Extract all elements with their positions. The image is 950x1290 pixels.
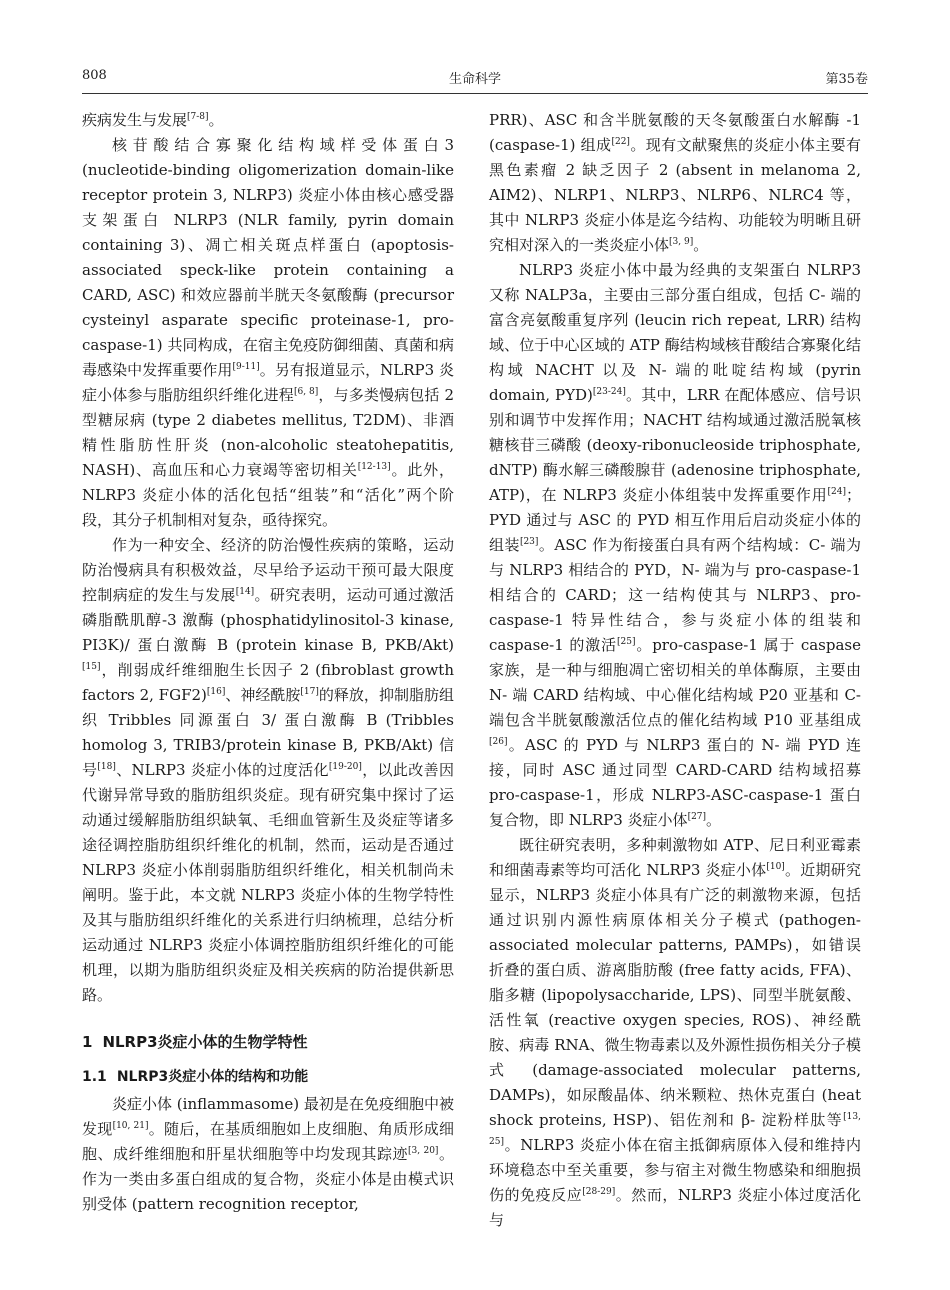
citation: [23-24]: [592, 387, 626, 397]
citation: [9-11]: [232, 362, 260, 372]
paragraph: [82, 533, 454, 1008]
text-run: 核苷酸结合寡聚化结构域样受体蛋白3 (nucleotide-binding oligomerization domain-like receptor protein 3, NLRP3) 炎症小体由核心感受器支架蛋白 NLRP3 (NLR family, pyrin domain containing 3)、凋亡相关斑点样蛋白 (apoptosis-associated speck-like protein containing a CARD, ASC) 和效应器前半胱天冬氨酸酶 (precursor cysteinyl asparate specific proteinase-1, pro-caspase-1) 共同构成，在宿主免疫防御细菌、真菌和病毒感染中发挥重要作用: [82, 136, 454, 379]
paragraph: [489, 258, 861, 833]
citation: [19-20]: [328, 762, 362, 772]
paragraph: [489, 108, 861, 258]
text-run: 。: [706, 811, 722, 829]
text-run: ；PYD 通过与 ASC 的 PYD 相互作用后启动炎症小体的组装: [489, 486, 861, 554]
text-run: 。然而，NLRP3 炎症小体过度活化与: [489, 1186, 861, 1229]
text-run: 。作为一类由多蛋白组成的复合物，炎症小体是由模式识别受体 (pattern recognition receptor,: [82, 1145, 454, 1213]
journal-name: 生命科学: [448, 72, 501, 87]
citation: [15]: [82, 662, 101, 672]
text-run: 疾病发生与发展: [82, 111, 188, 129]
page-number: 808: [82, 68, 107, 83]
citation: [16]: [206, 687, 226, 697]
text-run: 。现有文献聚焦的炎症小体主要有黑色素瘤 2 缺乏因子 2 (absent in melanoma 2, AIM2)、NLRP1、NLRP3、NLRP6、NLRC4 等，其中 NLRP3 炎症小体是迄今结构、功能较为明晰且研究相对深入的一类炎症小体: [489, 136, 861, 254]
text-run: 。此外，NLRP3 炎症小体的活化包括“组装”和“活化”两个阶段，其分子机制相对复杂，亟待探究。: [82, 461, 454, 529]
section-number: 1: [82, 1033, 93, 1051]
text-run: 。ASC 作为衔接蛋白具有两个结构域：C- 端为与 NLRP3 相结合的 PYD，N- 端为与 pro-caspase-1 相结合的 CARD；这一结构使其与 NLRP3、pro-caspase-1 特异性结合，参与炎症小体的组装和 caspase-1 的激活: [489, 536, 861, 654]
text-run: PRR)、ASC 和含半胱氨酸的天冬氨酸蛋白水解酶 -1 (caspase-1) 组成: [489, 111, 861, 154]
text-run: 的释放，抑制脂肪组织 Tribbles 同源蛋白 3/ 蛋白激酶 B (Tribbles homolog 3, TRIB3/protein kinase B, PKB/Akt) 信号: [82, 686, 454, 779]
text-run: 。ASC 的 PYD 与 NLRP3 蛋白的 N- 端 PYD 连接，同时 ASC 通过同型 CARD-CARD 结构域招募 pro-caspase-1，形成 NLRP3-ASC-caspase-1 蛋白复合物，即 NLRP3 炎症小体: [489, 736, 861, 829]
citation: [13, 25]: [489, 1112, 861, 1147]
text-run: 。NLRP3 炎症小体在宿主抵御病原体入侵和维持内环境稳态中至关重要，参与宿主对微生物感染和细胞损伤的免疫反应: [489, 1136, 861, 1204]
citation: [7-8]: [187, 112, 209, 122]
text-run: 。: [208, 111, 224, 129]
citation: [10, 21]: [112, 1121, 149, 1131]
text-run: ，与多类慢病包括 2 型糖尿病 (type 2 diabetes mellitus, T2DM)、非酒精性脂肪性肝炎 (non-alcoholic steatohepatitis, NASH)、高血压和心力衰竭等密切相关: [82, 386, 454, 479]
citation: [6, 8]: [293, 387, 319, 397]
running-header: [82, 68, 868, 94]
text-run: 。: [693, 236, 709, 254]
text-run: NLRP3 炎症小体中最为经典的支架蛋白 NLRP3 又称 NALP3a，主要由三部分蛋白组成，包括 C- 端的富含亮氨酸重复序列 (leucin rich repeat, LRR) 结构域、位于中心区域的 ATP 酶结构域核苷酸结合寡聚化结构域 NACHT 以及 N- 端的吡啶结构域 (pyrin domain, PYD): [489, 261, 861, 404]
citation: [23]: [519, 537, 539, 547]
subsection-heading: [82, 1065, 454, 1090]
section-heading: [82, 1030, 454, 1055]
text-run: 。随后，在基质细胞如上皮细胞、角质形成细胞、成纤维细胞和肝星状细胞等中均发现其踪迹: [82, 1120, 454, 1163]
right-column: [489, 108, 861, 1233]
text-run: 既往研究表明，多种刺激物如 ATP、尼日利亚霉素和细菌毒素等均可活化 NLRP3 炎症小体: [489, 836, 861, 879]
text-run: ，削弱成纤维细胞生长因子 2 (fibroblast growth factors 2, FGF2): [82, 661, 454, 704]
citation: [12-13]: [357, 462, 391, 472]
text-run: 。pro-caspase-1 属于 caspase 家族，是一种与细胞凋亡密切相关的单体酶原，主要由 N- 端 CARD 结构域、中心催化结构域 P20 亚基和 C- 端包含半胱氨酸激活位点的催化结构域 P10 亚基组成: [489, 636, 862, 729]
text-run: 、NLRP3 炎症小体的过度活化: [115, 761, 329, 779]
citation: [17]: [300, 687, 319, 697]
text-run: 炎症小体 (inflammasome) 最初是在免疫细胞中被发现: [82, 1095, 454, 1138]
citation: [10]: [766, 862, 785, 872]
volume-label: 第35卷: [825, 72, 868, 87]
citation: [18]: [97, 762, 116, 772]
text-run: 。研究表明，运动可通过激活磷脂酰肌醇-3 激酶 (phosphatidylinositol-3 kinase, PI3K)/ 蛋白激酶 B (protein kinase B, PKB/Akt): [82, 586, 454, 654]
citation: [14]: [235, 587, 255, 597]
paragraph: [489, 833, 861, 1233]
paragraph: [82, 133, 454, 533]
text-run: ，以此改善因代谢异常导致的脂肪组织炎症。现有研究集中探讨了运动通过缓解脂肪组织缺氧、毛细血管新生及炎症等诸多途径调控脂肪组织纤维化的机制，然而，运动是否通过 NLRP3 炎症小体削弱脂肪组织纤维化，相关机制尚未阐明。鉴于此，本文就 NLRP3 炎症小体的生物学特性及其与脂肪组织纤维化的关系进行归纳梳理，总结分析运动通过 NLRP3 炎症小体调控脂肪组织纤维化的可能机理，以期为脂肪组织炎症及相关疾病的防治提供新思路。: [82, 761, 454, 1004]
section-title: NLRP3炎症小体的生物学特性: [102, 1033, 308, 1051]
citation: [22]: [611, 137, 630, 147]
citation: [3, 9]: [669, 237, 694, 247]
text-run: 、神经酰胺: [225, 686, 301, 704]
text-run: 。其中，LRR 在配体感应、信号识别和调节中发挥作用；NACHT 结构域通过激活脱氧核糖核苷三磷酸 (deoxy-ribonucleoside triphosphate, dNTP) 酶水解三磷酸腺苷 (adenosine triphosphate, ATP)，在 NLRP3 炎症小体组装中发挥重要作用: [489, 386, 861, 504]
citation: [27]: [687, 812, 707, 822]
citation: [24]: [827, 487, 846, 497]
citation: [28-29]: [582, 1187, 616, 1197]
paragraph: [82, 1092, 454, 1217]
header-rule: [82, 93, 868, 94]
left-column: [82, 108, 454, 1217]
subsection-number: 1.1: [82, 1069, 107, 1085]
text-run: 。近期研究显示，NLRP3 炎症小体具有广泛的刺激物来源，包括通过识别内源性病原体相关分子模式 (pathogen-associated molecular patterns, PAMPs)，如错误折叠的蛋白质、游离脂肪酸 (free fatty acids, FFA)、脂多糖 (lipopolysaccharide, LPS)、同型半胱氨酸、活性氧 (reactive oxygen species, ROS)、神经酰胺、病毒 RNA、微生物毒素以及外源性损伤相关分子模式 (damage-associated molecular patterns, DAMPs)，如尿酸晶体、纳米颗粒、热休克蛋白 (heat shock proteins, HSP)、铝佐剂和 β- 淀粉样肽等: [489, 861, 861, 1129]
paragraph: [82, 108, 454, 133]
text-run: 。另有报道显示，NLRP3 炎症小体参与脂肪组织纤维化进程: [82, 361, 454, 404]
citation: [26]: [489, 737, 508, 747]
subsection-title: NLRP3炎症小体的结构和功能: [116, 1069, 309, 1085]
text-run: 作为一种安全、经济的防治慢性疾病的策略，运动防治慢病具有积极效益，尽早给予运动干预可最大限度控制病症的发生与发展: [82, 536, 454, 604]
citation: [3, 20]: [408, 1146, 439, 1156]
citation: [25]: [617, 637, 636, 647]
